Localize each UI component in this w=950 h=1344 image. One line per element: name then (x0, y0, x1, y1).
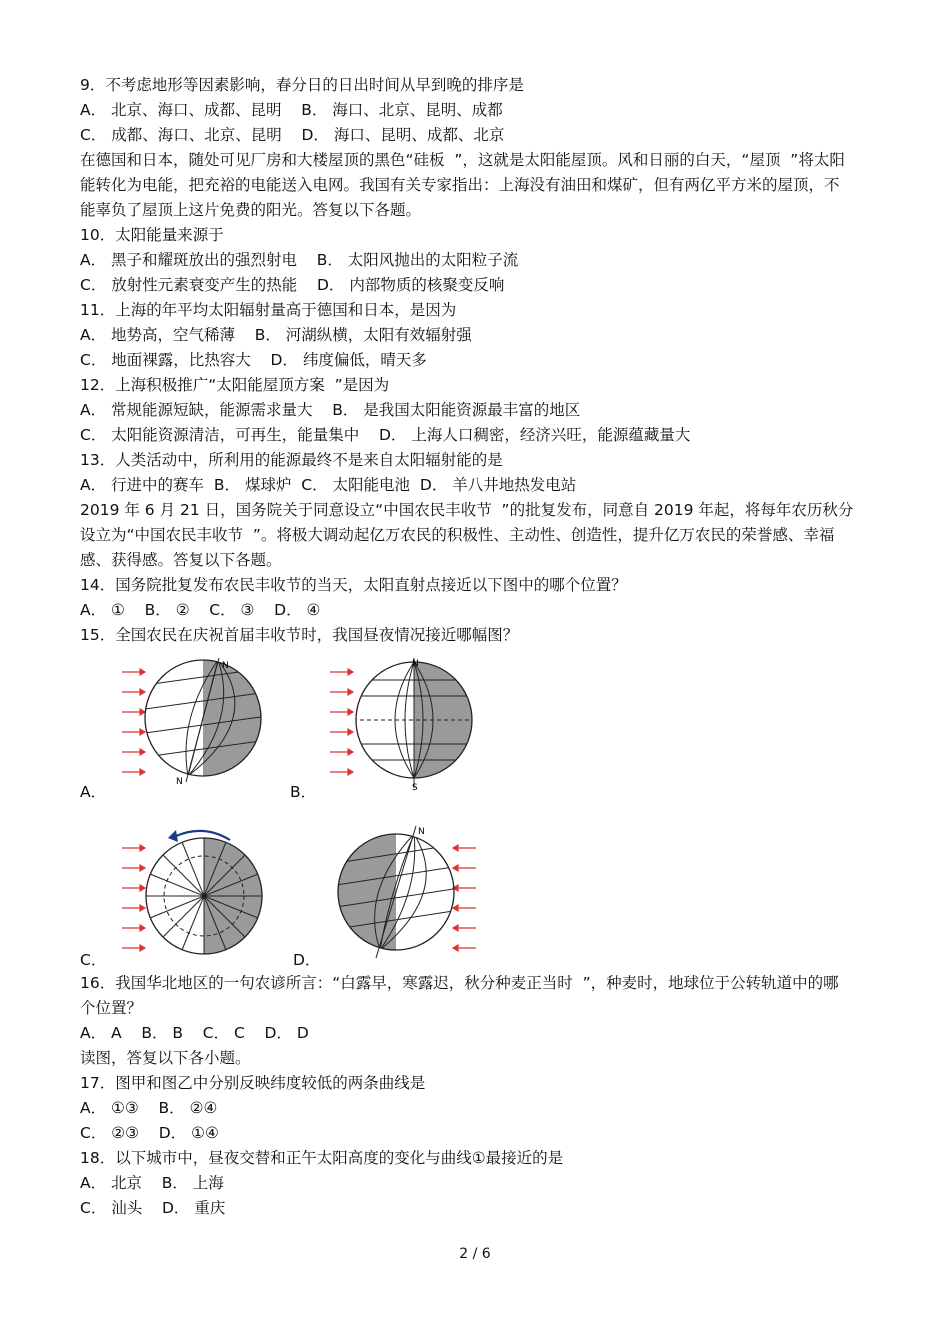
q18-options-cd: C． 汕头 D． 重庆 (80, 1199, 226, 1217)
globe-b-north-label: N (412, 659, 419, 669)
globe-a-south-label: N (176, 777, 183, 787)
q17-options-cd: C． ②③ D． ①④ (80, 1124, 219, 1142)
q12-stem: 12．上海积极推广“太阳能屋顶方案 ”是因为 (80, 376, 390, 394)
q11-options-ab: A． 地势高，空气稀薄 B． 河湖纵横，太阳有效辐射强 (80, 326, 472, 344)
globe-figure-c (118, 824, 268, 959)
globe-d-north-label: N (418, 827, 425, 837)
q16-stem-2: 个位置？ (80, 999, 143, 1017)
globe-figure-a (118, 658, 268, 790)
q10-options-ab: A． 黑子和耀斑放出的强烈射电 B． 太阳风抛出的太阳粒子流 (80, 251, 519, 269)
page-number: 2 / 6 (459, 1246, 491, 1262)
read-figure-instruction: 读图，答复以下各小题。 (80, 1049, 251, 1067)
q12-options-cd: C． 太阳能资源清洁，可再生，能量集中 D． 上海人口稠密，经济兴旺，能源蕴藏量大 (80, 426, 691, 444)
globe-a-north-label: N (222, 661, 229, 671)
passage-harvest-2: 设立为“中国农民丰收节 ”。将极大调动起亿万农民的积极性、主动性、创造性，提升亿万农民的荣誉感、幸福 (80, 526, 835, 544)
q18-stem: 18．以下城市中，昼夜交替和正午太阳高度的变化与曲线①最接近的是 (80, 1149, 564, 1167)
q10-options-cd: C． 放射性元素衰变产生的热能 D． 内部物质的核聚变反响 (80, 276, 505, 294)
q16-options: A． A B． B C． C D． D (80, 1024, 309, 1042)
q9-stem: 9．不考虑地形等因素影响，春分日的日出时间从早到晚的排序是 (80, 76, 524, 94)
passage-solar-roof-1: 在德国和日本，随处可见厂房和大楼屋顶的黑色“硅板 ”，这就是太阳能屋顶。风和日丽的白天，“屋顶 ”将太阳 (80, 151, 845, 169)
fig-b-label: B． (290, 783, 317, 801)
q9-options-ab: A． 北京、海口、成都、昆明 B． 海口、北京、昆明、成都 (80, 101, 503, 119)
q16-stem-1: 16．我国华北地区的一句农谚所言：“白露早，寒露迟，秋分种麦正当时 ”，种麦时，地球位于公转轨道中的哪 (80, 974, 839, 992)
passage-harvest-3: 感、获得感。答复以下各题。 (80, 551, 282, 569)
q13-stem: 13．人类活动中，所利用的能源最终不是来自太阳辐射能的是 (80, 451, 503, 469)
q14-stem: 14．国务院批复发布农民丰收节的当天，太阳直射点接近以下图中的哪个位置？ (80, 576, 627, 594)
globe-figure-d (330, 824, 480, 959)
q14-options: A． ① B． ② C． ③ D． ④ (80, 601, 321, 619)
globe-b-south-label: S (412, 783, 418, 793)
q13-options: A． 行进中的赛车 B． 煤球炉 C． 太阳能电池 D． 羊八井地热发电站 (80, 476, 577, 494)
q11-options-cd: C． 地面裸露，比热容大 D． 纬度偏低，晴天多 (80, 351, 427, 369)
passage-solar-roof-3: 能辜负了屋顶上这片免费的阳光。答复以下各题。 (80, 201, 422, 219)
passage-solar-roof-2: 能转化为电能，把充裕的电能送入电网。我国有关专家指出：上海没有油田和煤矿，但有两亿平方米的屋顶，不 (80, 176, 840, 194)
q17-stem: 17．图甲和图乙中分别反映纬度较低的两条曲线是 (80, 1074, 426, 1092)
q17-options-ab: A． ①③ B． ②④ (80, 1099, 218, 1117)
q9-options-cd: C． 成都、海口、北京、昆明 D． 海口、昆明、成都、北京 (80, 126, 505, 144)
passage-harvest-1: 2019 年 6 月 21 日，国务院关于同意设立“中国农民丰收节 ”的批复发布，同意自 2019 年起，将每年农历秋分 (80, 501, 854, 519)
q10-stem: 10．太阳能量来源于 (80, 226, 224, 244)
q15-stem: 15．全国农民在庆祝首届丰收节时，我国昼夜情况接近哪幅图？ (80, 626, 519, 644)
globe-figure-b (326, 658, 476, 793)
q12-options-ab: A． 常规能源短缺，能源需求量大 B． 是我国太阳能资源最丰富的地区 (80, 401, 581, 419)
fig-d-label: D． (293, 951, 321, 969)
q18-options-ab: A． 北京 B． 上海 (80, 1174, 224, 1192)
q11-stem: 11．上海的年平均太阳辐射量高于德国和日本，是因为 (80, 301, 457, 319)
fig-a-label: A． (80, 783, 107, 801)
fig-c-label: C． (80, 951, 107, 969)
